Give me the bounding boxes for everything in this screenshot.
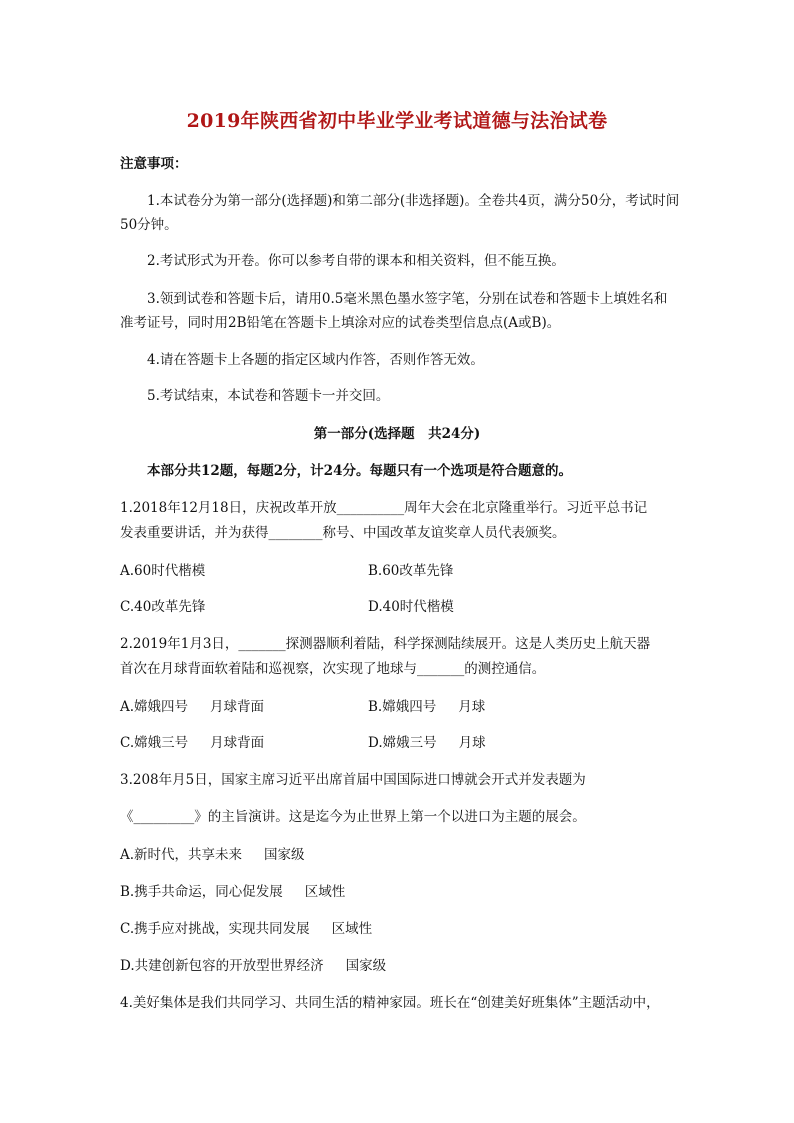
q3-option-c-letter: C.携手应对挑战，实现共同发展 <box>120 921 310 937</box>
notice-item-2: 2.考试形式为开卷。你可以参考自带的课本和相关资料，但不能互换。 <box>147 253 565 269</box>
notice-item-1: 1.本试卷分为第一部分(选择题)和第二部分(非选择题)。全卷共4页，满分50分，考试时间50分钟。 <box>120 193 680 233</box>
q2-option-a-detail: 月球背面 <box>210 699 265 715</box>
notice-heading: 注意事项： <box>120 156 188 172</box>
q1-stem-line2: 发表重要讲话，并为获得________称号、中国改革友谊奖章人员代表颁奖。 <box>120 525 566 541</box>
q3-option-d <box>120 954 680 978</box>
q2-option-b <box>368 695 794 719</box>
part1-instructions: 本部分共12题，每题2分，计24分。每题只有一个选项是符合题意的。 <box>147 463 572 479</box>
q2-option-c-detail: 月球背面 <box>210 735 265 751</box>
q2-stem-line2: 首次在月球背面软着陆和巡视察，次实现了地球与_______的测控通信。 <box>120 661 546 677</box>
q1-option-c: C.40改革先锋 <box>120 599 206 615</box>
q3-option-d-letter: D.共建创新包容的开放型世界经济 <box>120 958 324 974</box>
q2-option-c-letter: C.嫦娥三号 <box>120 735 189 751</box>
q2-option-b-detail: 月球 <box>458 699 486 715</box>
q3-option-c-detail: 区域性 <box>331 921 373 937</box>
q3-stem-line1: 3.208年月5日，国家主席习近平出席首届中国国际进口博就会开式并发表题为 <box>120 772 586 788</box>
q3-stem-line2: 《_________》的主旨演讲。这是迄今为止世界上第一个以进口为主题的展会。 <box>120 809 586 825</box>
q3-option-b <box>120 880 680 904</box>
q2-option-b-letter: B.嫦娥四号 <box>368 699 437 715</box>
page-title: 2019年陕西省初中毕业学业考试道德与法治试卷 <box>186 110 608 132</box>
q2-option-d-detail: 月球 <box>458 735 486 751</box>
q3-option-d-detail: 国家级 <box>345 958 387 974</box>
notice-item-5: 5.考试结束，本试卷和答题卡一并交回。 <box>147 388 390 404</box>
q3-option-a-detail: 国家级 <box>264 847 305 863</box>
part1-heading: 第一部分(选择题 共24分) <box>313 426 481 442</box>
q2-option-a-letter: A.嫦娥四号 <box>120 699 189 715</box>
q4-stem-line1: 4.美好集体是我们共同学习、共同生活的精神家园。班长在“创建美好班集体”主题活动中， <box>120 995 660 1011</box>
q3-option-a <box>120 843 680 867</box>
q3-option-b-detail: 区域性 <box>304 884 346 900</box>
notice-item-4: 4.请在答题卡上各题的指定区域内作答，否则作答无效。 <box>147 352 484 368</box>
q1-option-a: A.60时代楷模 <box>120 563 206 579</box>
q3-option-a-letter: A.新时代，共享未来 <box>120 847 243 863</box>
q1-stem-line1: 1.2018年12月18日，庆祝改革开放__________周年大会在北京隆重举行。习近平总书记 <box>120 500 648 516</box>
q2-option-d-letter: D.嫦娥三号 <box>368 735 437 751</box>
q1-option-d: D.40时代楷模 <box>368 599 454 615</box>
q1-option-b: B.60改革先锋 <box>368 563 454 579</box>
notice-item-3: 3.领到试卷和答题卡后，请用0.5毫米黑色墨水签字笔，分别在试卷和答题卡上填姓名和准考证号，同时用2B铅笔在答题卡上填涂对应的试卷类型信息点(A或B)。 <box>120 291 668 331</box>
q3-option-b-letter: B.携手共命运，同心促发展 <box>120 884 283 900</box>
q3-option-c <box>120 917 680 941</box>
q2-stem-line1: 2.2019年1月3日，_______探测器顺利着陆，科学探测陆续展开。这是人类历史上航天器 <box>120 636 651 652</box>
q2-option-d <box>368 731 794 755</box>
